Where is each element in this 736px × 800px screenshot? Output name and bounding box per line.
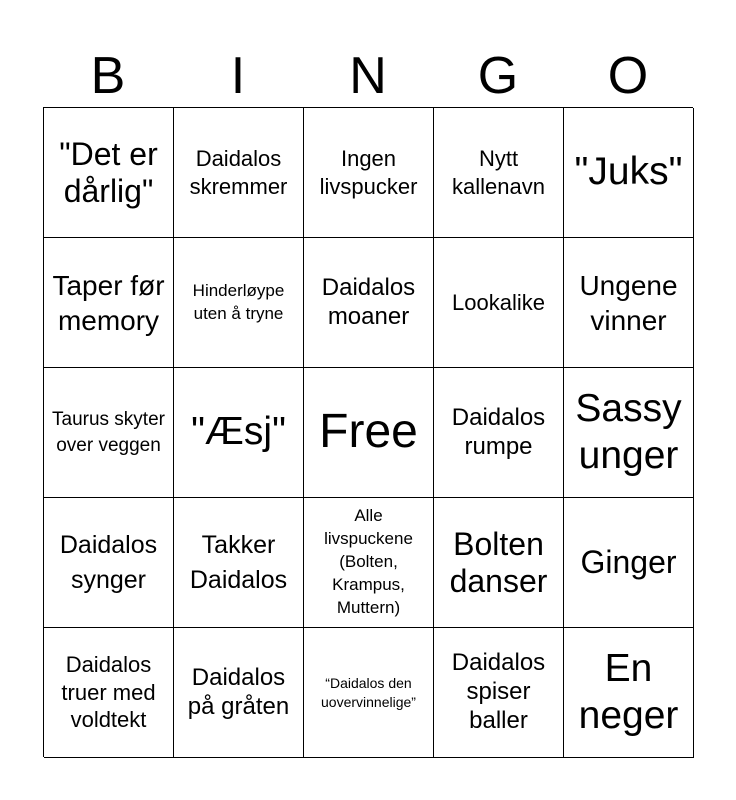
bingo-cell[interactable] [564, 238, 694, 368]
header-letter-o: O [607, 47, 649, 105]
cell-text: Daidalos på gråten [187, 663, 290, 720]
header-letter-b: B [90, 47, 126, 105]
cell-text: Alle livspuckene (Bolten, Krampus, Muttern) [324, 506, 413, 617]
bingo-cell[interactable] [174, 238, 304, 368]
cell-text: Ungene vinner [579, 269, 678, 336]
bingo-cell[interactable] [174, 368, 304, 498]
free-cell[interactable] [304, 368, 434, 498]
cell-text: Taper før memory [52, 269, 165, 336]
cell-text: Ingen livspucker [319, 146, 418, 199]
bingo-cell[interactable] [564, 108, 694, 238]
bingo-cell[interactable] [434, 108, 564, 238]
bingo-cell[interactable] [564, 368, 694, 498]
header-letter-n: N [349, 47, 387, 105]
bingo-cell[interactable] [44, 628, 174, 758]
cell-text: Nytt kallenavn [452, 146, 545, 199]
cell-text: Takker Daidalos [189, 530, 288, 594]
cell-text: Daidalos skremmer [189, 146, 288, 199]
cell-text: "Æsj" [191, 410, 286, 454]
cell-text: "Juks" [574, 150, 683, 194]
cell-text: Ginger [580, 544, 677, 581]
cell-text: Taurus skyter over veggen [52, 408, 165, 456]
header-letter-i: I [230, 47, 246, 105]
cell-text: Daidalos truer med voldtekt [61, 652, 156, 733]
cell-text: “Daidalos den uovervinnelige” [321, 675, 416, 710]
cell-text: En neger [578, 646, 679, 737]
bingo-grid [43, 107, 693, 757]
header-letter-g: G [477, 47, 519, 105]
bingo-cell[interactable] [564, 498, 694, 628]
bingo-cell[interactable] [44, 498, 174, 628]
bingo-cell[interactable] [304, 498, 434, 628]
bingo-header [43, 44, 693, 108]
bingo-cell[interactable] [44, 238, 174, 368]
bingo-cell[interactable] [174, 108, 304, 238]
bingo-cell[interactable] [304, 108, 434, 238]
bingo-cell[interactable] [304, 238, 434, 368]
cell-text: Bolten danser [449, 525, 548, 599]
bingo-cell[interactable] [434, 498, 564, 628]
bingo-cell[interactable] [304, 628, 434, 758]
bingo-cell[interactable] [564, 628, 694, 758]
cell-text: "Det er dårlig" [59, 135, 158, 209]
cell-text: Daidalos rumpe [451, 403, 546, 460]
cell-text: Daidalos moaner [321, 273, 416, 330]
cell-text: Sassy unger [575, 386, 682, 477]
cell-text: Lookalike [452, 289, 545, 315]
bingo-cell[interactable] [434, 368, 564, 498]
bingo-cell[interactable] [44, 368, 174, 498]
bingo-cell[interactable] [44, 108, 174, 238]
cell-text: Daidalos spiser baller [451, 649, 546, 734]
cell-text: Hinderløype uten å tryne [192, 280, 285, 323]
free-text: Free [319, 405, 418, 459]
bingo-cell[interactable] [174, 498, 304, 628]
bingo-cell[interactable] [434, 238, 564, 368]
bingo-cell[interactable] [434, 628, 564, 758]
bingo-cell[interactable] [174, 628, 304, 758]
cell-text: Daidalos synger [59, 530, 158, 594]
